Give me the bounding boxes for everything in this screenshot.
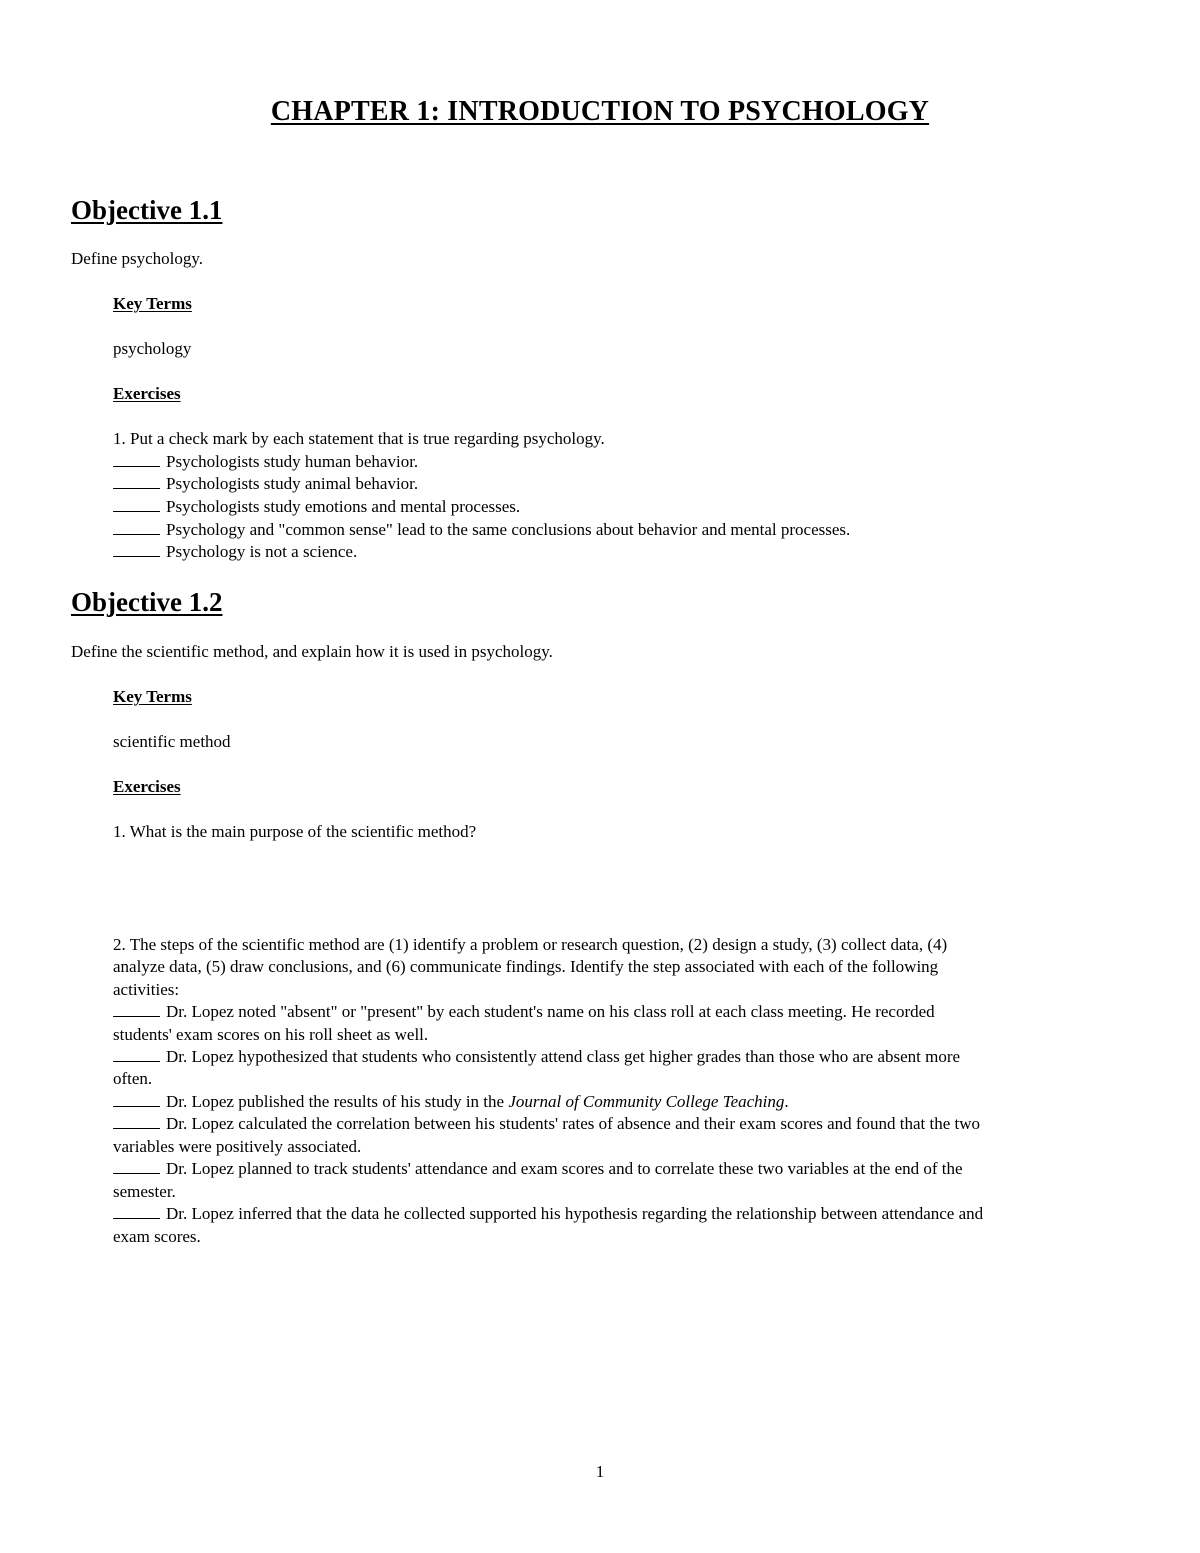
exercise-2-prompt-line: 2. The steps of the scientific method are (1) identify a problem or research question, (2) design a study, (3) collect data, (4) [113, 935, 948, 954]
activity-line [113, 1002, 935, 1022]
answer-blank[interactable] [113, 1114, 160, 1129]
answer-blank[interactable] [113, 520, 160, 535]
journal-title: Journal of Community College Teaching [508, 1092, 785, 1111]
statement-text: Psychology is not a science. [166, 542, 358, 561]
objective-1-1-key-terms: psychology [113, 339, 192, 358]
answer-blank[interactable] [113, 1092, 160, 1107]
objective-1-1-description: Define psychology. [71, 249, 204, 268]
statement-text: Psychologists study emotions and mental processes. [166, 497, 521, 516]
objective-1-2-key-terms: scientific method [113, 732, 231, 751]
answer-blank[interactable] [113, 542, 160, 557]
activity-text-end: . [784, 1092, 789, 1111]
statement-line [113, 497, 520, 517]
statement-line [113, 452, 418, 472]
objective-1-1-heading: Objective 1.1 [71, 195, 223, 225]
answer-blank[interactable] [113, 474, 160, 489]
objective-1-1-key-terms-label: Key Terms [113, 294, 192, 313]
activity-continuation: semester. [113, 1182, 176, 1201]
activity-line [113, 1204, 983, 1224]
statement-line [113, 542, 357, 562]
answer-blank[interactable] [113, 1159, 160, 1174]
objective-1-2-description: Define the scientific method, and explain how it is used in psychology. [71, 642, 553, 661]
statement-text: Psychology and "common sense" lead to the same conclusions about behavior and mental processes. [166, 520, 851, 539]
answer-blank[interactable] [113, 1002, 160, 1017]
activity-line [113, 1047, 960, 1067]
activity-continuation: exam scores. [113, 1227, 201, 1246]
page-number: 1 [595, 1462, 605, 1481]
activity-text: Dr. Lopez hypothesized that students who consistently attend class get higher grades than those who are absent more [166, 1047, 961, 1066]
activity-continuation: often. [113, 1069, 153, 1088]
statement-text: Psychologists study animal behavior. [166, 474, 419, 493]
activity-text: Dr. Lopez published the results of his study in the [166, 1092, 509, 1111]
statement-line [113, 474, 418, 494]
objective-1-1-exercises-label: Exercises [113, 384, 181, 403]
activity-line [113, 1114, 980, 1134]
answer-blank[interactable] [113, 452, 160, 467]
activity-text: Dr. Lopez planned to track students' attendance and exam scores and to correlate these two variables at the end of the [166, 1159, 963, 1178]
activity-text: Dr. Lopez inferred that the data he collected supported his hypothesis regarding the relationship between attendance and [166, 1204, 984, 1223]
activity-text: Dr. Lopez noted "absent" or "present" by each student's name on his class roll at each class meeting. He recorded [166, 1002, 935, 1021]
objective-1-2-exercises-label: Exercises [113, 777, 181, 796]
activity-continuation: variables were positively associated. [113, 1137, 362, 1156]
objective-1-1-exercise-1-prompt: 1. Put a check mark by each statement that is true regarding psychology. [113, 429, 605, 448]
exercise-2-prompt-line: analyze data, (5) draw conclusions, and (6) communicate findings. Identify the step associated with each of the following [113, 957, 939, 976]
activity-line [113, 1092, 789, 1112]
objective-1-2-key-terms-label: Key Terms [113, 687, 192, 706]
activity-line [113, 1159, 963, 1179]
objective-1-2-heading: Objective 1.2 [71, 587, 223, 617]
answer-blank[interactable] [113, 497, 160, 512]
answer-blank[interactable] [113, 1204, 160, 1219]
answer-blank[interactable] [113, 1047, 160, 1062]
exercise-2-prompt-line: activities: [113, 980, 180, 999]
chapter-title: CHAPTER 1: INTRODUCTION TO PSYCHOLOGY [270, 96, 930, 127]
activity-text: Dr. Lopez calculated the correlation between his students' rates of absence and their exam scores and found that the two [166, 1114, 981, 1133]
statement-line [113, 520, 850, 540]
activity-continuation: students' exam scores on his roll sheet as well. [113, 1025, 429, 1044]
objective-1-2-exercise-1-prompt: 1. What is the main purpose of the scientific method? [113, 822, 477, 841]
statement-text: Psychologists study human behavior. [166, 452, 419, 471]
